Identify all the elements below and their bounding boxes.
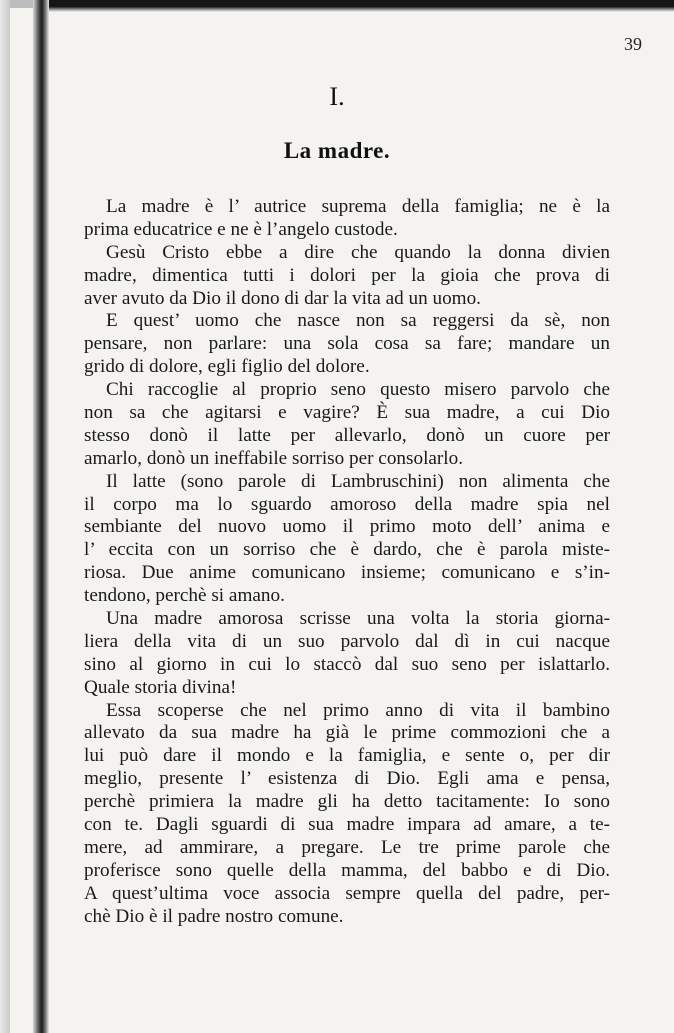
text-line: amarlo, donò un ineffabile sorriso per consolarlo. [84,447,464,469]
text-line: meglio, presente l’ esistenza di Dio. Egli ama e pensa, [84,768,610,790]
text-line: sino al giorno in cui lo staccò dal suo seno per islattarlo. [84,653,610,675]
text-line: il corpo ma lo sguardo amoroso della madre spia nel [84,493,610,515]
text-line: A quest’ultima voce associa sempre quella del padre, per- [84,882,610,904]
text-line: Chi raccoglie al proprio seno questo misero parvolo che [106,379,610,401]
text-line: Essa scoperse che nel primo anno di vita il bambino [106,699,610,721]
body-text [84,196,610,929]
text-line: madre, dimentica tutti i dolori per la gioia che prova di [84,264,610,286]
text-line: con te. Dagli sguardi di sua madre impara ad amare, a te- [84,814,610,836]
text-line: aver avuto da Dio il dono di dar la vita ad un uomo. [84,287,481,309]
text-line: mere, ad ammirare, a pregare. Le tre prime parole che [84,836,610,858]
text-line: proferisce sono quelle della mamma, del babbo e di Dio. [84,859,610,881]
text-line: Il latte (sono parole di Lambruschini) non alimenta che [106,470,610,492]
chapter-title: La madre. [283,138,391,163]
text-line: Quale storia divina! [84,676,237,698]
text-line: sembiante del nuovo uomo il primo moto dell’ anima e [84,516,610,538]
text-line: perchè primiera la madre gli ha detto tacitamente: Io sono [84,791,610,813]
text-line: riosa. Due anime comunicano insieme; comunicano e s’in- [84,562,610,584]
text-line: prima educatrice e ne è l’angelo custode. [84,218,398,240]
page-top-edge [40,0,674,12]
text-line: grido di dolore, egli figlio del dolore. [84,356,370,378]
text-line: Gesù Cristo ebbe a dire che quando la donna divien [106,241,610,263]
text-line: pensare, non parlare: una sola cosa sa fare; mandare un [84,333,610,355]
page-number: 39 [624,34,642,54]
text-line: chè Dio è il padre nostro comune. [84,905,344,927]
text-line: Una madre amorosa scrisse una volta la storia giorna- [106,608,610,630]
text-line: stesso donò il latte per allevarlo, donò un cuore per [84,424,610,446]
chapter-number: I. [329,82,345,111]
text-line: l’ eccita con un sorriso che è dardo, che è parola miste- [84,539,610,561]
text-line: liera della vita di un suo parvolo dal dì in cui nacque [84,630,610,652]
text-line: E quest’ uomo che nasce non sa reggersi da sè, non [106,310,610,332]
text-line: allevato da sua madre ha già le prime commozioni che a [84,722,610,744]
text-line: lui può dare il mondo e la famiglia, e sente o, per dir [84,745,610,767]
text-line: tendono, perchè si amano. [84,585,285,607]
text-line: non sa che agitarsi e vagire? È sua madre, a cui Dio [84,402,610,424]
text-line: La madre è l’ autrice suprema della famiglia; ne è la [106,196,610,217]
